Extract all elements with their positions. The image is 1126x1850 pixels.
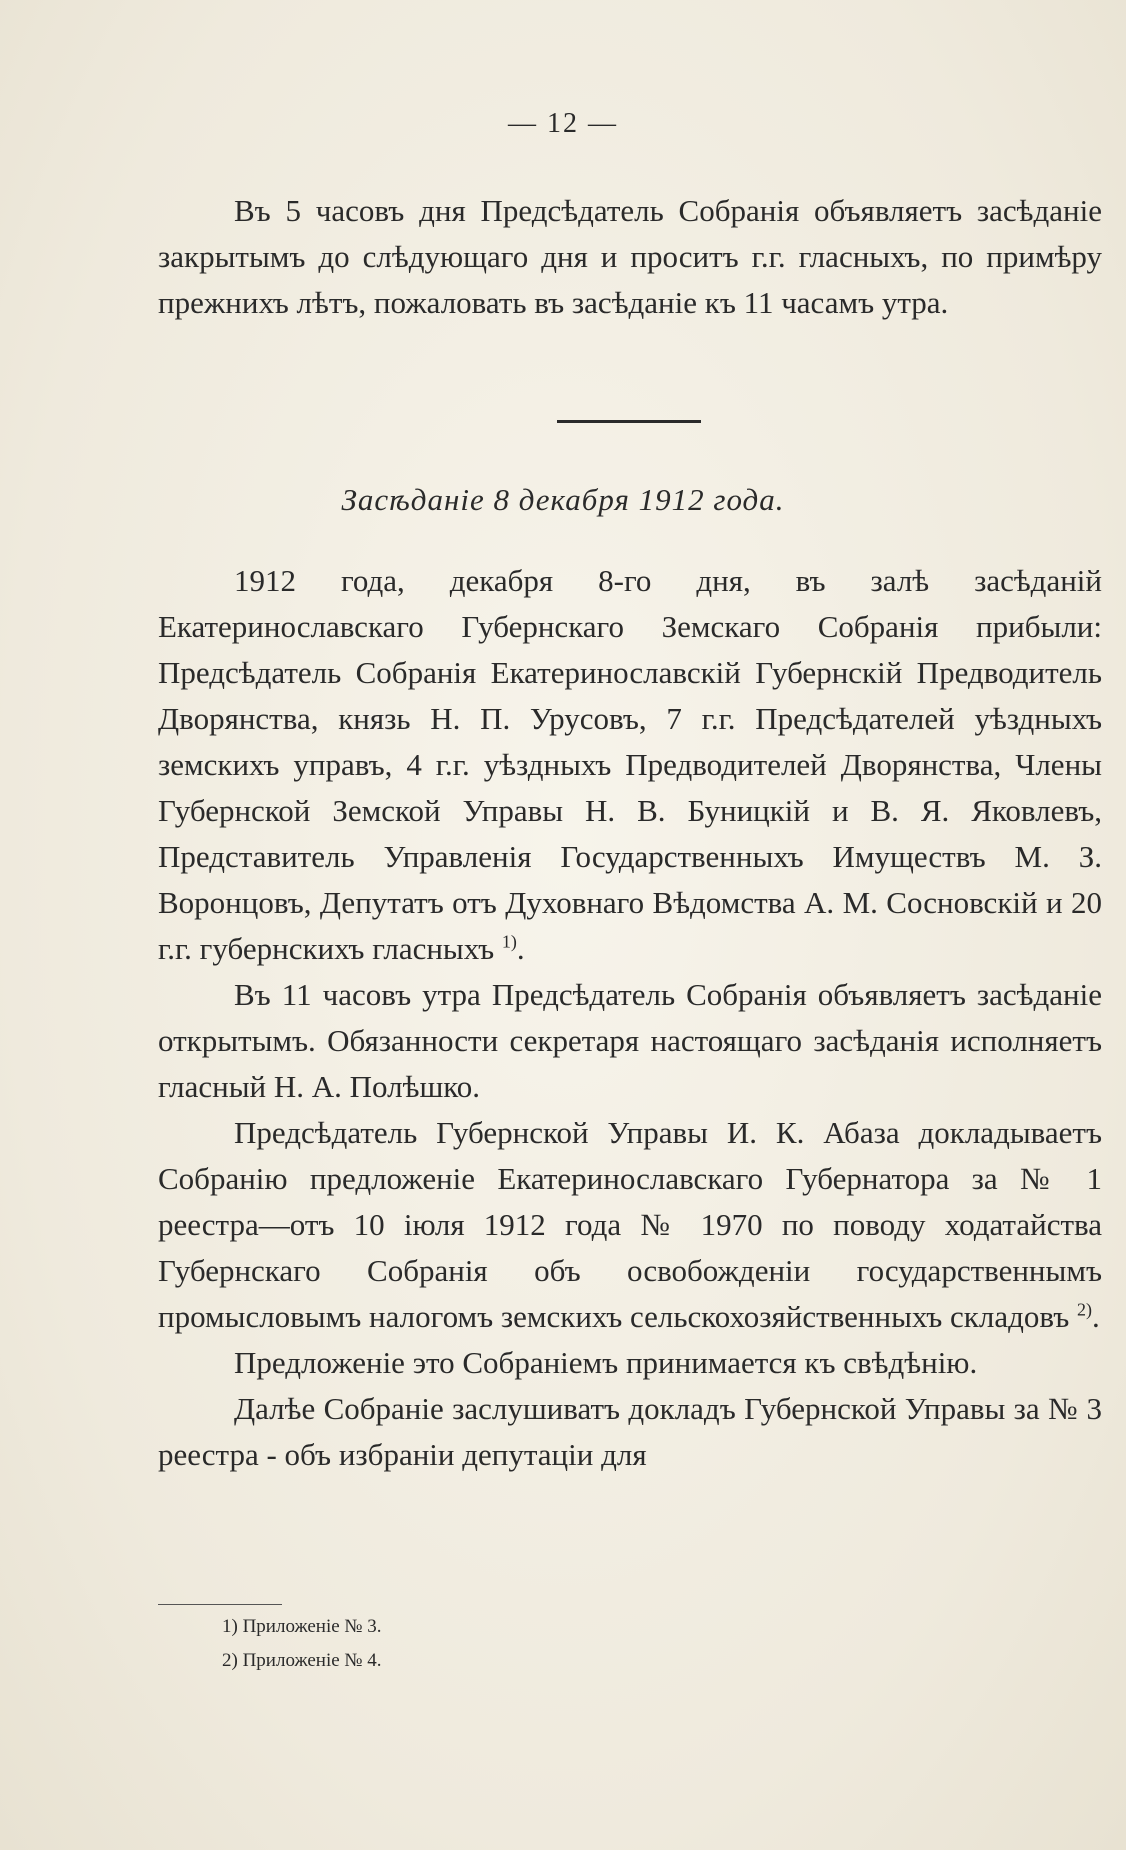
- section-divider: [557, 420, 701, 423]
- section-heading: Засѣданіе 8 декабря 1912 года.: [341, 482, 785, 517]
- footnote-1: 1) Приложеніе № 3.: [222, 1616, 382, 1637]
- paragraph-attendance: 1912 года, декабря 8-го дня, въ залѣ засѣданій Екатеринославскаго Губернскаго Земскаго Собранія прибыли: Предсѣдатель Собранія Екатеринославскій Губернскій Предводитель Дворянства, князь Н. П. Урусовъ, 7 г.г. Предсѣдателей уѣздныхъ земскихъ управъ, 4 г.г. уѣздныхъ Предводителей Дворянства, Члены Губернской Земской Управы Н. В. Буницкій и В. Я. Яковлевъ, Представитель Управленія Государственныхъ Имуществъ М. З. Воронцовъ, Депутатъ отъ Духовнаго Вѣдомства А. М. Сосновскій и 20 г.г. губернскихъ гласныхъ $^{1)}$.: [158, 563, 1102, 966]
- footnote-divider: [158, 1604, 282, 1605]
- paragraph-deputation: Далѣе Собраніе заслушиватъ докладъ Губернской Управы за № 3 реестра - объ избраніи депутаціи для: [158, 1391, 1102, 1472]
- paragraph-governor-proposal-text: Предсѣдатель Губернской Управы И. К. Абаза докладываетъ Собранію предложеніе Екатеринославскаго Губернатора за № 1 реестра—отъ 10 іюля 1912 года № 1970 по поводу ходатайства Губернскаго Собранія объ освобожденіи государственнымъ промысловымъ налогомъ земскихъ сельскохозяйственныхъ складовъ: [158, 1115, 1102, 1334]
- paragraph-governor-proposal: Предсѣдатель Губернской Управы И. К. Абаза докладываетъ Собранію предложеніе Екатеринославскаго Губернатора за № 1 реестра—отъ 10 іюля 1912 года № 1970 по поводу ходатайства Губернскаго Собранія объ освобожденіи государственнымъ промысловымъ налогомъ земскихъ сельскохозяйственныхъ складовъ $^{2)}$.: [158, 1115, 1102, 1334]
- page-number: — 12 —: [508, 108, 618, 139]
- body-text: [158, 558, 1102, 1478]
- closing-paragraph-block: [158, 188, 1102, 326]
- paragraph-accepted: Предложеніе это Собраніемъ принимается къ свѣдѣнію.: [234, 1345, 978, 1380]
- paragraph-opening: Въ 11 часовъ утра Предсѣдатель Собранія объявляетъ засѣданіе открытымъ. Обязанности секретаря настоящаго засѣданія исполняетъ гласный Н. А. Полѣшко.: [158, 977, 1102, 1104]
- paragraph-closing: Въ 5 часовъ дня Предсѣдатель Собранія объявляетъ засѣданіе закрытымъ до слѣдующаго дня и проситъ г.г. гласныхъ, по примѣру прежнихъ лѣтъ, пожаловать въ засѣданіе къ 11 часамъ утра.: [158, 193, 1102, 320]
- footnotes: [222, 1610, 382, 1678]
- footnote-ref-1: 1): [501, 931, 517, 952]
- paragraph-attendance-text: 1912 года, декабря 8-го дня, въ залѣ засѣданій Екатеринославскаго Губернскаго Земскаго Собранія прибыли: Предсѣдатель Собранія Екатеринославскій Губернскій Предводитель Дворянства, князь Н. П. Урусовъ, 7 г.г. Предсѣдателей уѣздныхъ земскихъ управъ, 4 г.г. уѣздныхъ Предводителей Дворянства, Члены Губернской Земской Управы Н. В. Буницкій и В. Я. Яковлевъ, Представитель Управленія Государственныхъ Имуществъ М. З. Воронцовъ, Депутатъ отъ Духовнаго Вѣдомства А. М. Сосновскій и 20 г.г. губернскихъ гласныхъ: [158, 563, 1102, 966]
- footnote-2: 2) Приложеніе № 4.: [222, 1650, 382, 1671]
- footnote-ref-2: 2): [1077, 1299, 1092, 1320]
